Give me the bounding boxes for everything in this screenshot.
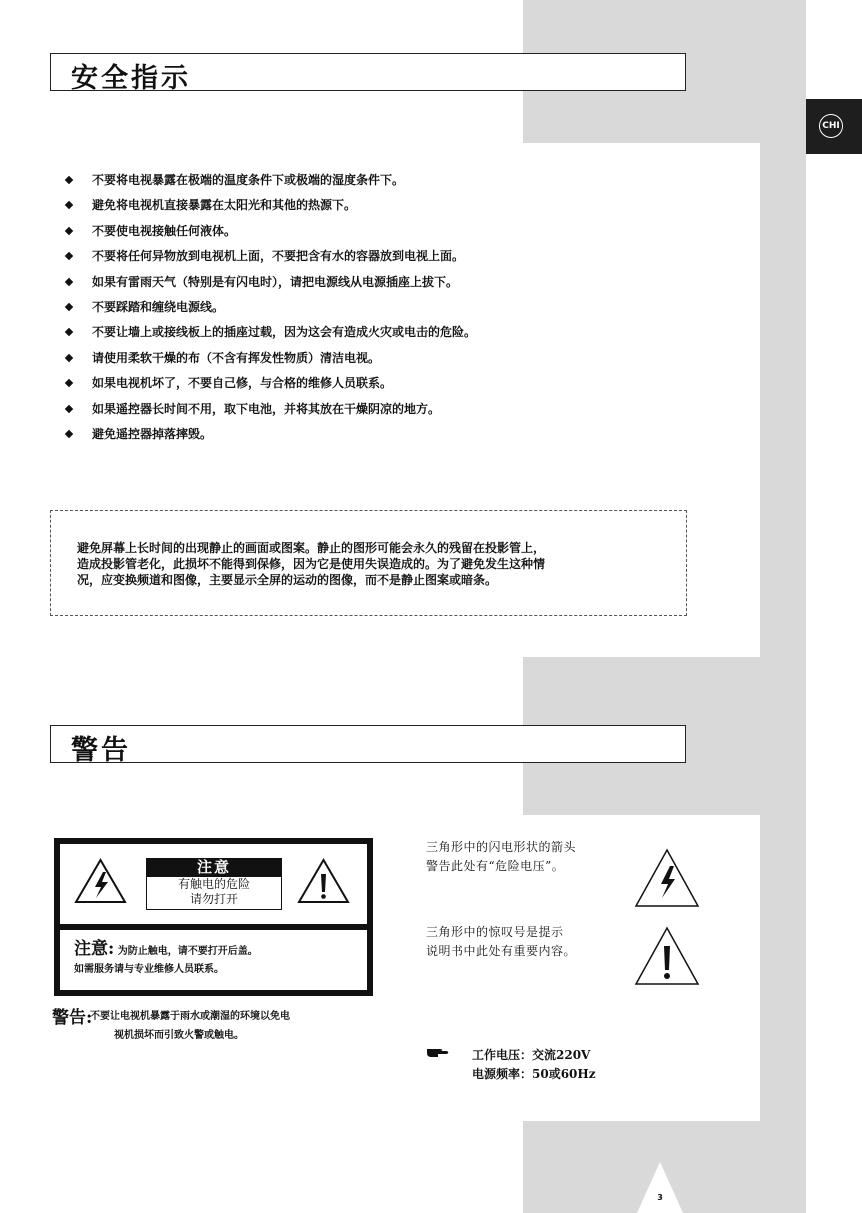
safety-bullet-list [66, 172, 706, 451]
caution-bottom-text: 为防止触电，请不要打开后盖。 [117, 946, 258, 957]
exclamation-triangle-icon [296, 857, 351, 905]
page-number-triangle [637, 1162, 683, 1213]
diamond-bullet-icon [65, 430, 73, 438]
notice-line: 况，应变换频道和图像，主要显示全屏的运动的图像，而不是静止图案或暗条。 [77, 573, 498, 587]
diamond-bullet-icon [65, 201, 73, 209]
explanation-line: 三角形中的闪电形状的箭头 [426, 840, 577, 854]
caution-body [146, 876, 282, 910]
bullet-text: 如果电视机坏了，不要自己修，与合格的维修人员联系。 [92, 376, 393, 391]
rain-warning-lead: 警告: [52, 1008, 93, 1028]
diamond-bullet-icon [65, 227, 73, 235]
caution-line: 有触电的危险 [177, 877, 250, 891]
lightning-triangle-icon [634, 848, 700, 908]
rain-warning-line1: 不要让电视机暴露于雨水或潮湿的环境以免电 [90, 1011, 290, 1022]
notice-text [77, 540, 677, 588]
bullet-text: 避免遥控器掉落摔毁。 [92, 426, 213, 441]
notice-line: 造成投影管老化，此损坏不能得到保修，因为它是使用失误造成的。为了避免发生这种情 [77, 557, 546, 571]
screen-burn-notice [50, 510, 687, 616]
language-tab [806, 99, 862, 154]
bullet-text: 不要将电视暴露在极端的温度条件下或极端的湿度条件下。 [92, 173, 405, 187]
warning-title: 警告 [71, 735, 131, 766]
bullet-text: 不要使电视接触任何液体。 [92, 223, 237, 238]
lightning-explanation [426, 838, 576, 876]
power-voltage: 工作电压：交流220V [472, 1048, 591, 1062]
diamond-bullet-icon [65, 303, 73, 311]
bullet-text: 如果有雷雨天气（特别是有闪电时），请把电源线从电源插座上拔下。 [92, 274, 459, 289]
caution-bottom-line2: 如需服务请与专业维修人员联系。 [74, 964, 224, 975]
sidebar-band-right-2 [760, 815, 806, 1121]
bullet-item [66, 350, 706, 375]
bullet-item [66, 401, 706, 426]
sidebar-band-right-1 [760, 143, 806, 657]
label-divider [60, 924, 367, 930]
bullet-text: 避免将电视机直接暴露在太阳光和其他的热源下。 [92, 198, 357, 213]
bullet-item [66, 248, 706, 273]
bullet-item [66, 274, 706, 299]
diamond-bullet-icon [65, 328, 73, 336]
caution-head: 注意 [146, 858, 282, 876]
label-bottom-text [74, 938, 258, 977]
lightning-triangle-icon [73, 857, 128, 905]
rain-warning-line2: 视机损坏而引致火警或触电。 [114, 1030, 244, 1041]
diamond-bullet-icon [65, 404, 73, 412]
bullet-item [66, 426, 706, 451]
page-number: 3 [657, 1193, 663, 1202]
diamond-bullet-icon [65, 176, 73, 184]
bullet-item [66, 223, 706, 248]
language-tab-label: CHI [819, 114, 843, 138]
bullet-text: 不要踩踏和缠绕电源线。 [92, 299, 225, 314]
caution-line: 请勿打开 [189, 892, 238, 906]
bullet-item [66, 197, 706, 222]
label-bottom-line1 [74, 938, 258, 963]
caution-bottom-lead: 注意: [74, 939, 115, 959]
bullet-text: 如果遥控器长时间不用，取下电池，并将其放在干燥阴凉的地方。 [92, 401, 441, 416]
diamond-bullet-icon [65, 252, 73, 260]
bullet-item [66, 299, 706, 324]
bullet-item [66, 172, 706, 197]
power-frequency: 电源频率：50或60Hz [472, 1067, 596, 1081]
diamond-bullet-icon [65, 277, 73, 285]
bullet-text: 不要将任何异物放到电视机上面，不要把含有水的容器放到电视上面。 [92, 249, 465, 264]
explanation-line: 警告此处有“危险电压”。 [426, 859, 565, 873]
bullet-item [66, 375, 706, 400]
warning-title-box [50, 725, 686, 766]
caution-label [54, 838, 373, 996]
diamond-bullet-icon [65, 353, 73, 361]
safety-title: 安全指示 [71, 63, 191, 94]
safety-title-box [50, 53, 686, 94]
explanation-line: 三角形中的惊叹号是提示 [426, 925, 564, 939]
notice-line: 避免屏幕上长时间的出现静止的画面或图案。静止的图形可能会永久的残留在投影管上， [77, 541, 546, 555]
pointing-hand-icon [426, 1046, 450, 1058]
bullet-item [66, 324, 706, 349]
bullet-text: 不要让墙上或接线板上的插座过载，因为这会有造成火灾或电击的危险。 [92, 325, 477, 340]
explanation-line: 说明书中此处有重要内容。 [426, 944, 577, 958]
diamond-bullet-icon [65, 379, 73, 387]
exclamation-triangle-icon [634, 926, 700, 986]
bullet-text: 请使用柔软干燥的布（不含有挥发性物质）清洁电视。 [92, 350, 381, 365]
exclamation-explanation [426, 923, 576, 961]
